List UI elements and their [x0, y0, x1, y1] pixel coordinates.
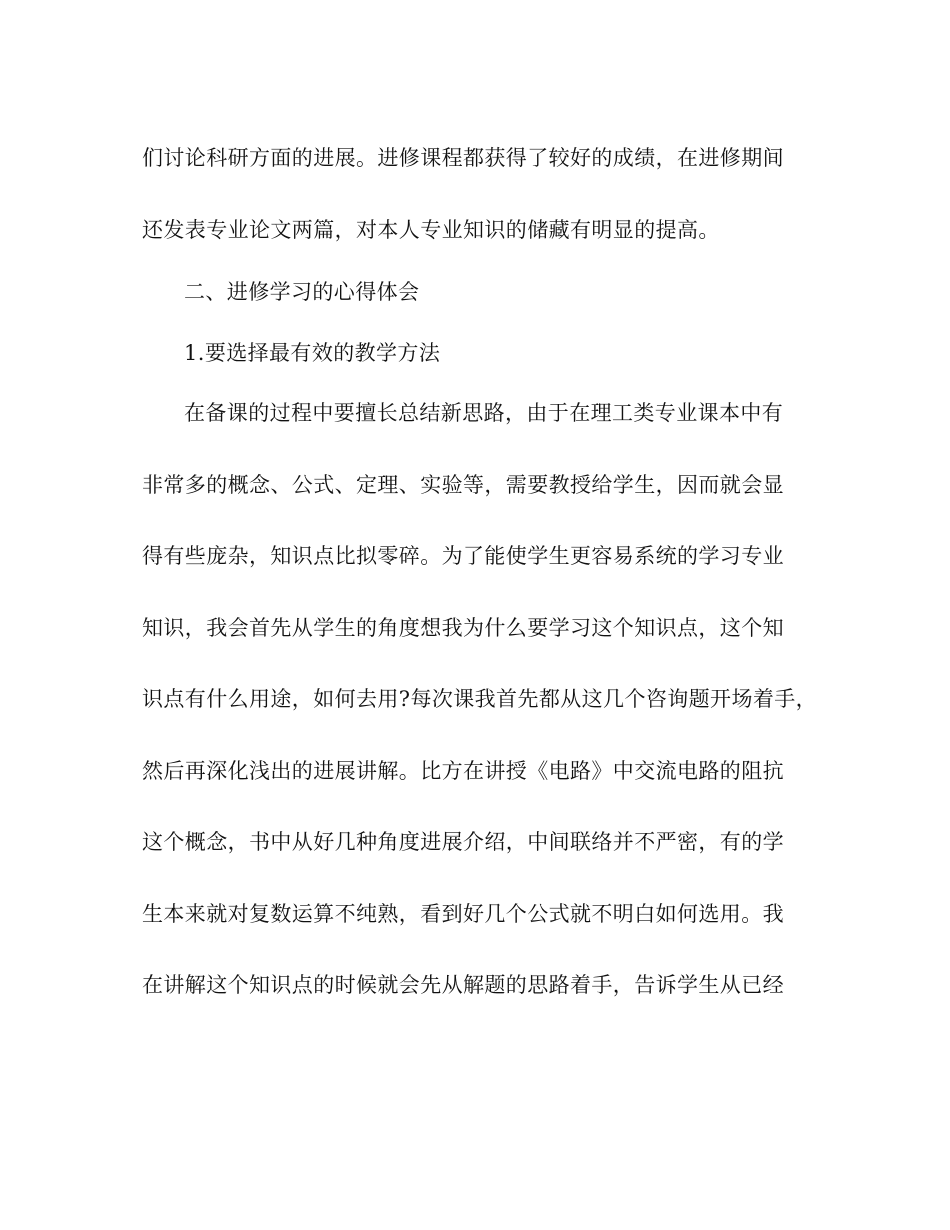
- paragraph-line-13: 在讲解这个知识点的时候就会先从解题的思路着手，告诉学生从已经: [142, 973, 784, 997]
- paragraph-line-2: 还发表专业论文两篇，对本人专业知识的储藏有明显的提高。: [142, 218, 720, 242]
- paragraph-line-1: 们讨论科研方面的进展。进修课程都获得了较好的成绩，在进修期间: [142, 146, 784, 170]
- subsection-heading: 1.要选择最有效的教学方法: [184, 341, 441, 365]
- paragraph-line-8: 知识，我会首先从学生的角度想我为什么要学习这个知识点，这个知: [142, 616, 784, 640]
- paragraph-line-5: 在备课的过程中要擅长总结新思路，由于在理工类专业课本中有: [184, 401, 784, 425]
- section-heading: 二、进修学习的心得体会: [184, 280, 420, 304]
- paragraph-line-7: 得有些庞杂，知识点比拟零碎。为了能使学生更容易系统的学习专业: [142, 544, 784, 568]
- paragraph-line-11: 这个概念，书中从好几种角度进展介绍，中间联络并不严密，有的学: [142, 830, 784, 854]
- paragraph-line-10: 然后再深化浅出的进展讲解。比方在讲授《电路》中交流电路的阻抗: [142, 759, 784, 783]
- paragraph-line-12: 生本来就对复数运算不纯熟，看到好几个公式就不明白如何选用。我: [142, 902, 784, 926]
- paragraph-line-9: 识点有什么用途，如何去用?每次课我首先都从这几个咨询题开场着手，: [142, 687, 818, 711]
- paragraph-line-6: 非常多的概念、公式、定理、实验等，需要教授给学生，因而就会显: [142, 473, 784, 497]
